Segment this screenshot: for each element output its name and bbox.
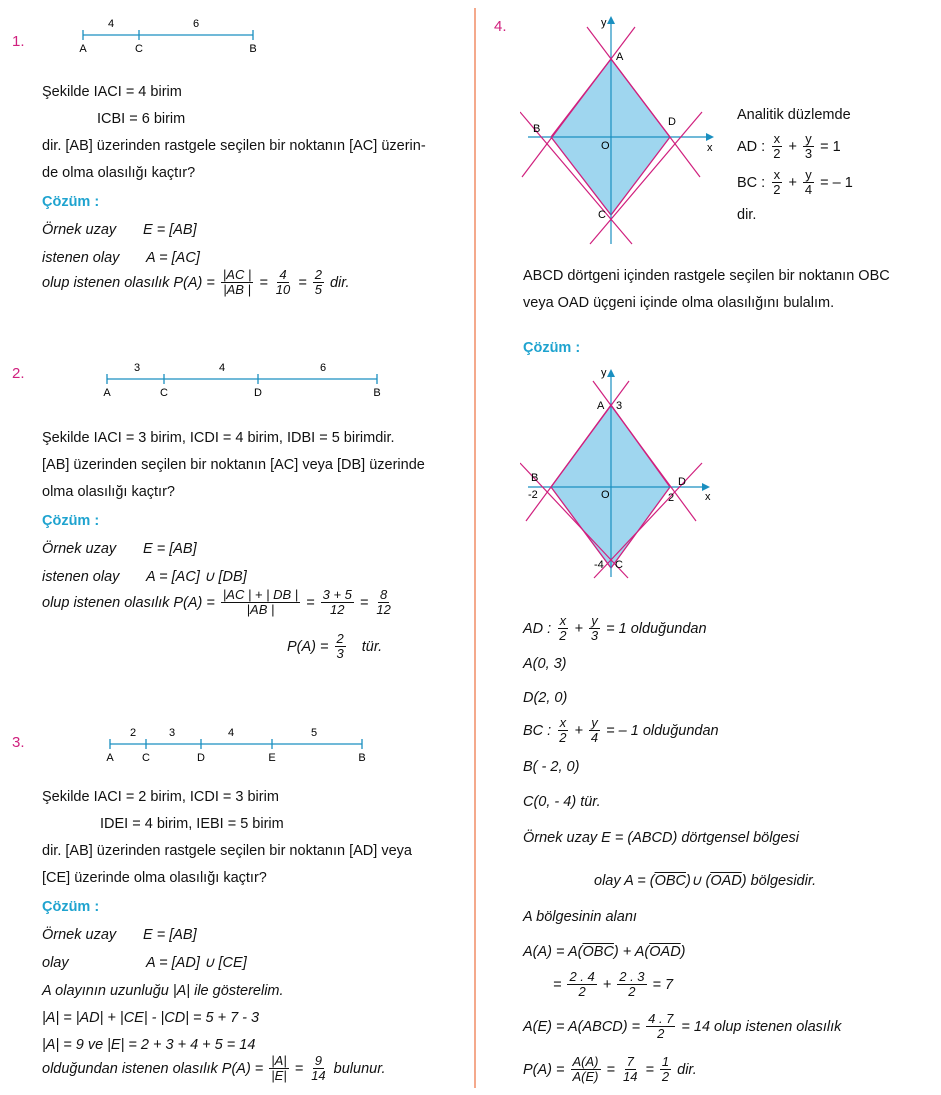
p3-step: |A| = |AD| + |CE| - |CD| = 5 + 7 - 3 <box>42 1010 260 1026</box>
ad-equation: AD : $\frac{x}{2}$ + $\frac{y}{3}$ = 1 <box>737 131 841 161</box>
point-label: D <box>254 387 262 399</box>
seg-label: 5 <box>310 727 318 739</box>
event-label: istenen olay <box>42 250 120 266</box>
sample-space-text: Örnek uzay E = (ABCD) dörtgensel bölgesi <box>523 830 800 846</box>
p2-line: olma olasılığı kaçtır? <box>42 484 175 500</box>
probability-line: olduğundan istenen olasılık P(A) = $\frac{|A|}{|E|}$ = $\frac{9}{14}$ bulunur. <box>42 1053 386 1083</box>
point-label: A <box>103 387 111 399</box>
problem-number-1: 1. <box>12 33 25 50</box>
point-label: B <box>358 752 366 764</box>
sample-space-value: E = [AB] <box>143 222 197 238</box>
point-label: B <box>249 43 257 55</box>
area-formula: $A(A) = A(\overline{OBC}) + A(\overline{OAD})$ <box>523 944 686 960</box>
final-probability: P(A) = $\frac{2}{3}$ tür. <box>287 631 383 661</box>
p1-line: Şekilde IACI = 4 birim <box>42 84 182 100</box>
area-calc: = $\frac{2 . 4}{2}$ + $\frac{2 . 3}{2}$ = 7 <box>553 969 674 999</box>
svg-text:-4: -4 <box>594 559 604 571</box>
p1-line: ICBI = 6 birim <box>97 111 186 127</box>
svg-text:-2: -2 <box>528 489 538 501</box>
event-text: olay $A = (\overline{OBC})\cup$ $(\overline{OAD})$ bölgesidir. <box>594 873 817 889</box>
p2-line: [AB] üzerinden seçilen bir noktanın [AC] veya [DB] üzerinde <box>42 457 425 473</box>
event-value: A = [AC] <box>146 250 200 266</box>
total-area: A(E) = A(ABCD) = $\frac{4 . 7}{2}$ = 14 olup istenen olasılık <box>523 1011 842 1041</box>
sample-space-value: E = [AB] <box>143 927 197 943</box>
svg-text:A: A <box>616 51 624 63</box>
problem-number-2: 2. <box>12 365 25 382</box>
point-label: C <box>142 752 150 764</box>
area-title: A bölgesinin alanı <box>523 909 637 925</box>
p3-step: A olayının uzunluğu |A| ile gösterelim. <box>42 983 284 999</box>
sample-space-label: Örnek uzay <box>42 927 117 943</box>
p3-line: IDEI = 4 birim, IEBI = 5 birim <box>100 816 284 832</box>
solution-label: Çözüm : <box>42 513 100 529</box>
point-label: C <box>135 43 143 55</box>
svg-text:A: A <box>597 400 605 412</box>
seg-label: 3 <box>133 362 141 374</box>
segment-diagram-1 <box>70 14 270 56</box>
event-label: olay <box>42 955 69 971</box>
rhombus-graph-2 <box>520 363 720 583</box>
svg-text:2: 2 <box>668 492 675 504</box>
point-label: C <box>160 387 168 399</box>
seg-label: 4 <box>107 18 115 30</box>
ad-solution: AD : $\frac{x}{2}$ + $\frac{y}{3}$ = 1 olduğundan <box>523 613 707 643</box>
svg-text:C: C <box>615 559 623 571</box>
sample-space-value: E = [AB] <box>143 541 197 557</box>
segment-diagram-3 <box>98 722 378 766</box>
event-value: A = [AC] ∪ [DB] <box>146 569 247 585</box>
point-b: B( - 2, 0) <box>523 759 580 775</box>
event-label: istenen olay <box>42 569 120 585</box>
column-divider <box>474 8 476 1088</box>
p3-line: Şekilde IACI = 2 birim, ICDI = 3 birim <box>42 789 279 805</box>
svg-text:D: D <box>668 116 676 128</box>
svg-text:O: O <box>601 140 610 152</box>
problem-number-3: 3. <box>12 734 25 751</box>
p3-step: |A| = 9 ve |E| = 2 + 3 + 4 + 5 = 14 <box>42 1037 256 1053</box>
seg-label: 6 <box>192 18 200 30</box>
bc-solution: BC : $\frac{x}{2}$ + $\frac{y}{4}$ = – 1 olduğundan <box>523 715 719 745</box>
point-d: D(2, 0) <box>523 690 568 706</box>
svg-text:C: C <box>598 209 606 221</box>
p1-line: dir. [AB] üzerinden rastgele seçilen bir noktanın [AC] üzerin- <box>42 138 426 154</box>
dir-text: dir. <box>737 207 757 223</box>
point-c: C(0, - 4) tür. <box>523 794 601 810</box>
point-a: A(0, 3) <box>523 656 567 672</box>
seg-label: 4 <box>227 727 235 739</box>
p3-line: [CE] üzerinde olma olasılığı kaçtır? <box>42 870 267 886</box>
point-label: A <box>79 43 87 55</box>
point-label: A <box>106 752 114 764</box>
point-label: E <box>268 752 276 764</box>
p3-line: dir. [AB] üzerinden rastgele seçilen bir noktanın [AD] veya <box>42 843 412 859</box>
seg-label: 4 <box>218 362 226 374</box>
segment-diagram-2 <box>95 358 395 400</box>
p1-line: de olma olasılığı kaçtır? <box>42 165 196 181</box>
final-probability: P(A) = $\frac{A(A)}{A(E)}$ = $\frac{7}{14}$ = $\frac{1}{2}$ dir. <box>523 1054 697 1084</box>
sample-space-label: Örnek uzay <box>42 222 117 238</box>
svg-text:3: 3 <box>616 400 623 412</box>
svg-text:B: B <box>533 123 541 135</box>
seg-label: 2 <box>129 727 137 739</box>
intro-text: Analitik düzlemde <box>737 107 851 123</box>
solution-label: Çözüm : <box>42 194 100 210</box>
point-label: B <box>373 387 381 399</box>
question-line: ABCD dörtgeni içinden rastgele seçilen bir noktanın OBC <box>523 268 890 284</box>
probability-line: olup istenen olasılık P(A) = $\frac{|AC |}{|AB |}$ = $\frac{4}{10}$ = $\frac{2}{5}$ dir. <box>42 267 350 297</box>
seg-label: 3 <box>168 727 176 739</box>
point-label: D <box>197 752 205 764</box>
svg-text:x: x <box>705 491 711 503</box>
svg-text:x: x <box>707 142 713 154</box>
svg-text:B: B <box>531 472 539 484</box>
solution-label: Çözüm : <box>42 899 100 915</box>
question-line: veya OAD üçgeni içinde olma olasılığını bulalım. <box>523 295 835 311</box>
p2-line: Şekilde IACI = 3 birim, ICDI = 4 birim, IDBI = 5 birimdir. <box>42 430 395 446</box>
svg-text:O: O <box>601 489 610 501</box>
svg-text:D: D <box>678 476 686 488</box>
problem-number-4: 4. <box>494 18 507 35</box>
sample-space-label: Örnek uzay <box>42 541 117 557</box>
probability-line: olup istenen olasılık P(A) = $\frac{|AC | + | DB |}{|AB |}$ = $\frac{3 + 5}{12}$ = $\frac{8}{12}$ <box>42 587 391 617</box>
event-value: A = [AD] ∪ [CE] <box>146 955 247 971</box>
bc-equation: BC : $\frac{x}{2}$ + $\frac{y}{4}$ = – 1 <box>737 167 853 197</box>
seg-label: 6 <box>319 362 327 374</box>
rhombus-graph-1 <box>520 12 720 252</box>
svg-text:y: y <box>601 367 607 379</box>
svg-text:y: y <box>601 17 607 29</box>
solution-label: Çözüm : <box>523 340 581 356</box>
